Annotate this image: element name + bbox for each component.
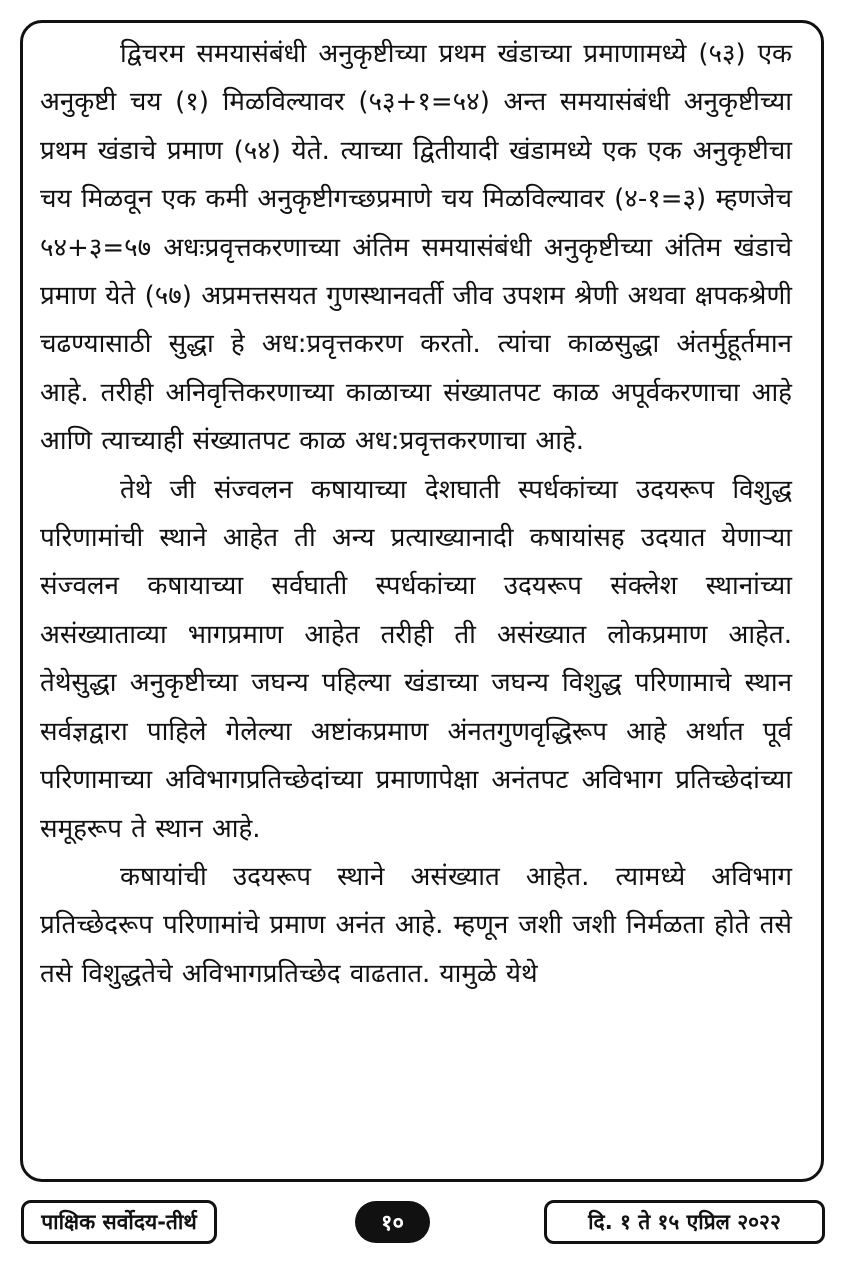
page-number: १० (381, 1211, 404, 1236)
publication-name-box (21, 1200, 217, 1244)
article-body (40, 30, 792, 998)
page-number-badge (355, 1201, 430, 1243)
publication-name: पाक्षिक सर्वोदय-तीर्थ (41, 1210, 197, 1234)
paragraph-2: तेथे जी संज्वलन कषायाच्या देशघाती स्पर्धकांच्या उदयरूप विशुद्ध परिणामांची स्थाने आहेत ती अन्य प्रत्याख्यानादी कषायांसह उदयात येणाऱ्या संज्वलन कषायाच्या सर्वघाती स्पर्धकांच्या उदयरूप संक्लेश स्थानांच्या असंख्याताव्या भागप्रमाण आहेत तरीही ती असंख्यात लोकप्रमाण आहेत. तेथेसुद्धा अनुकृष्टीच्या जघन्य पहिल्या खंडाच्या जघन्य विशुद्ध परिणामाचे स्थान सर्वज्ञद्वारा पाहिले गेलेल्या अष्टांकप्रमाण अंनतगुणवृद्धिरूप आहे अर्थात पूर्व परिणामाच्या अविभागप्रतिच्छेदांच्या प्रमाणापेक्षा अनंतपट अविभाग प्रतिच्छेदांच्या समूहरूप ते स्थान आहे. (40, 474, 792, 844)
paragraph-1: द्विचरम समयासंबंधी अनुकृष्टीच्या प्रथम खंडाच्या प्रमाणामध्ये (५३) एक अनुकृष्टी चय (१) मिळविल्यावर (५३+१=५४) अन्त समयासंबंधी अनुकृष्टीच्या प्रथम खंडाचे प्रमाण (५४) येते. त्याच्या द्वितीयादी खंडामध्ये एक एक अनुकृष्टीचा चय मिळवून एक कमी अनुकृष्टीगच्छप्रमाणे चय मिळविल्यावर (४-१=३) म्हणजेच ५४+३=५७ अधःप्रवृत्तकरणाच्या अंतिम समयासंबंधी अनुकृष्टीच्या अंतिम खंडाचे प्रमाण येते (५७) अप्रमत्तसयत गुणस्थानवर्ती जीव उपशम श्रेणी अथवा क्षपकश्रेणी चढण्यासाठी सुद्धा हे अध:प्रवृत्तकरण करतो. त्यांचा काळसुद्धा अंतर्मुहूर्तमान आहे. तरीही अनिवृत्तिकरणाच्या काळाच्या संख्यातपट काळ अपूर्वकरणाचा आहे आणि त्याच्याही संख्यातपट काळ अध:प्रवृत्तकरणाचा आहे. (40, 39, 792, 457)
issue-date-box (544, 1200, 825, 1244)
issue-date: दि. १ ते १५ एप्रिल २०२२ (588, 1210, 781, 1234)
paragraph-3: कषायांची उदयरूप स्थाने असंख्यात आहेत. त्यामध्ये अविभाग प्रतिच्छेदरूप परिणामांचे प्रमाण अनंत आहे. म्हणून जशी जशी निर्मळता होते तसे तसे विशुद्धतेचे अविभागप्रतिच्छेद वाढतात. यामुळे येथे (40, 861, 792, 989)
